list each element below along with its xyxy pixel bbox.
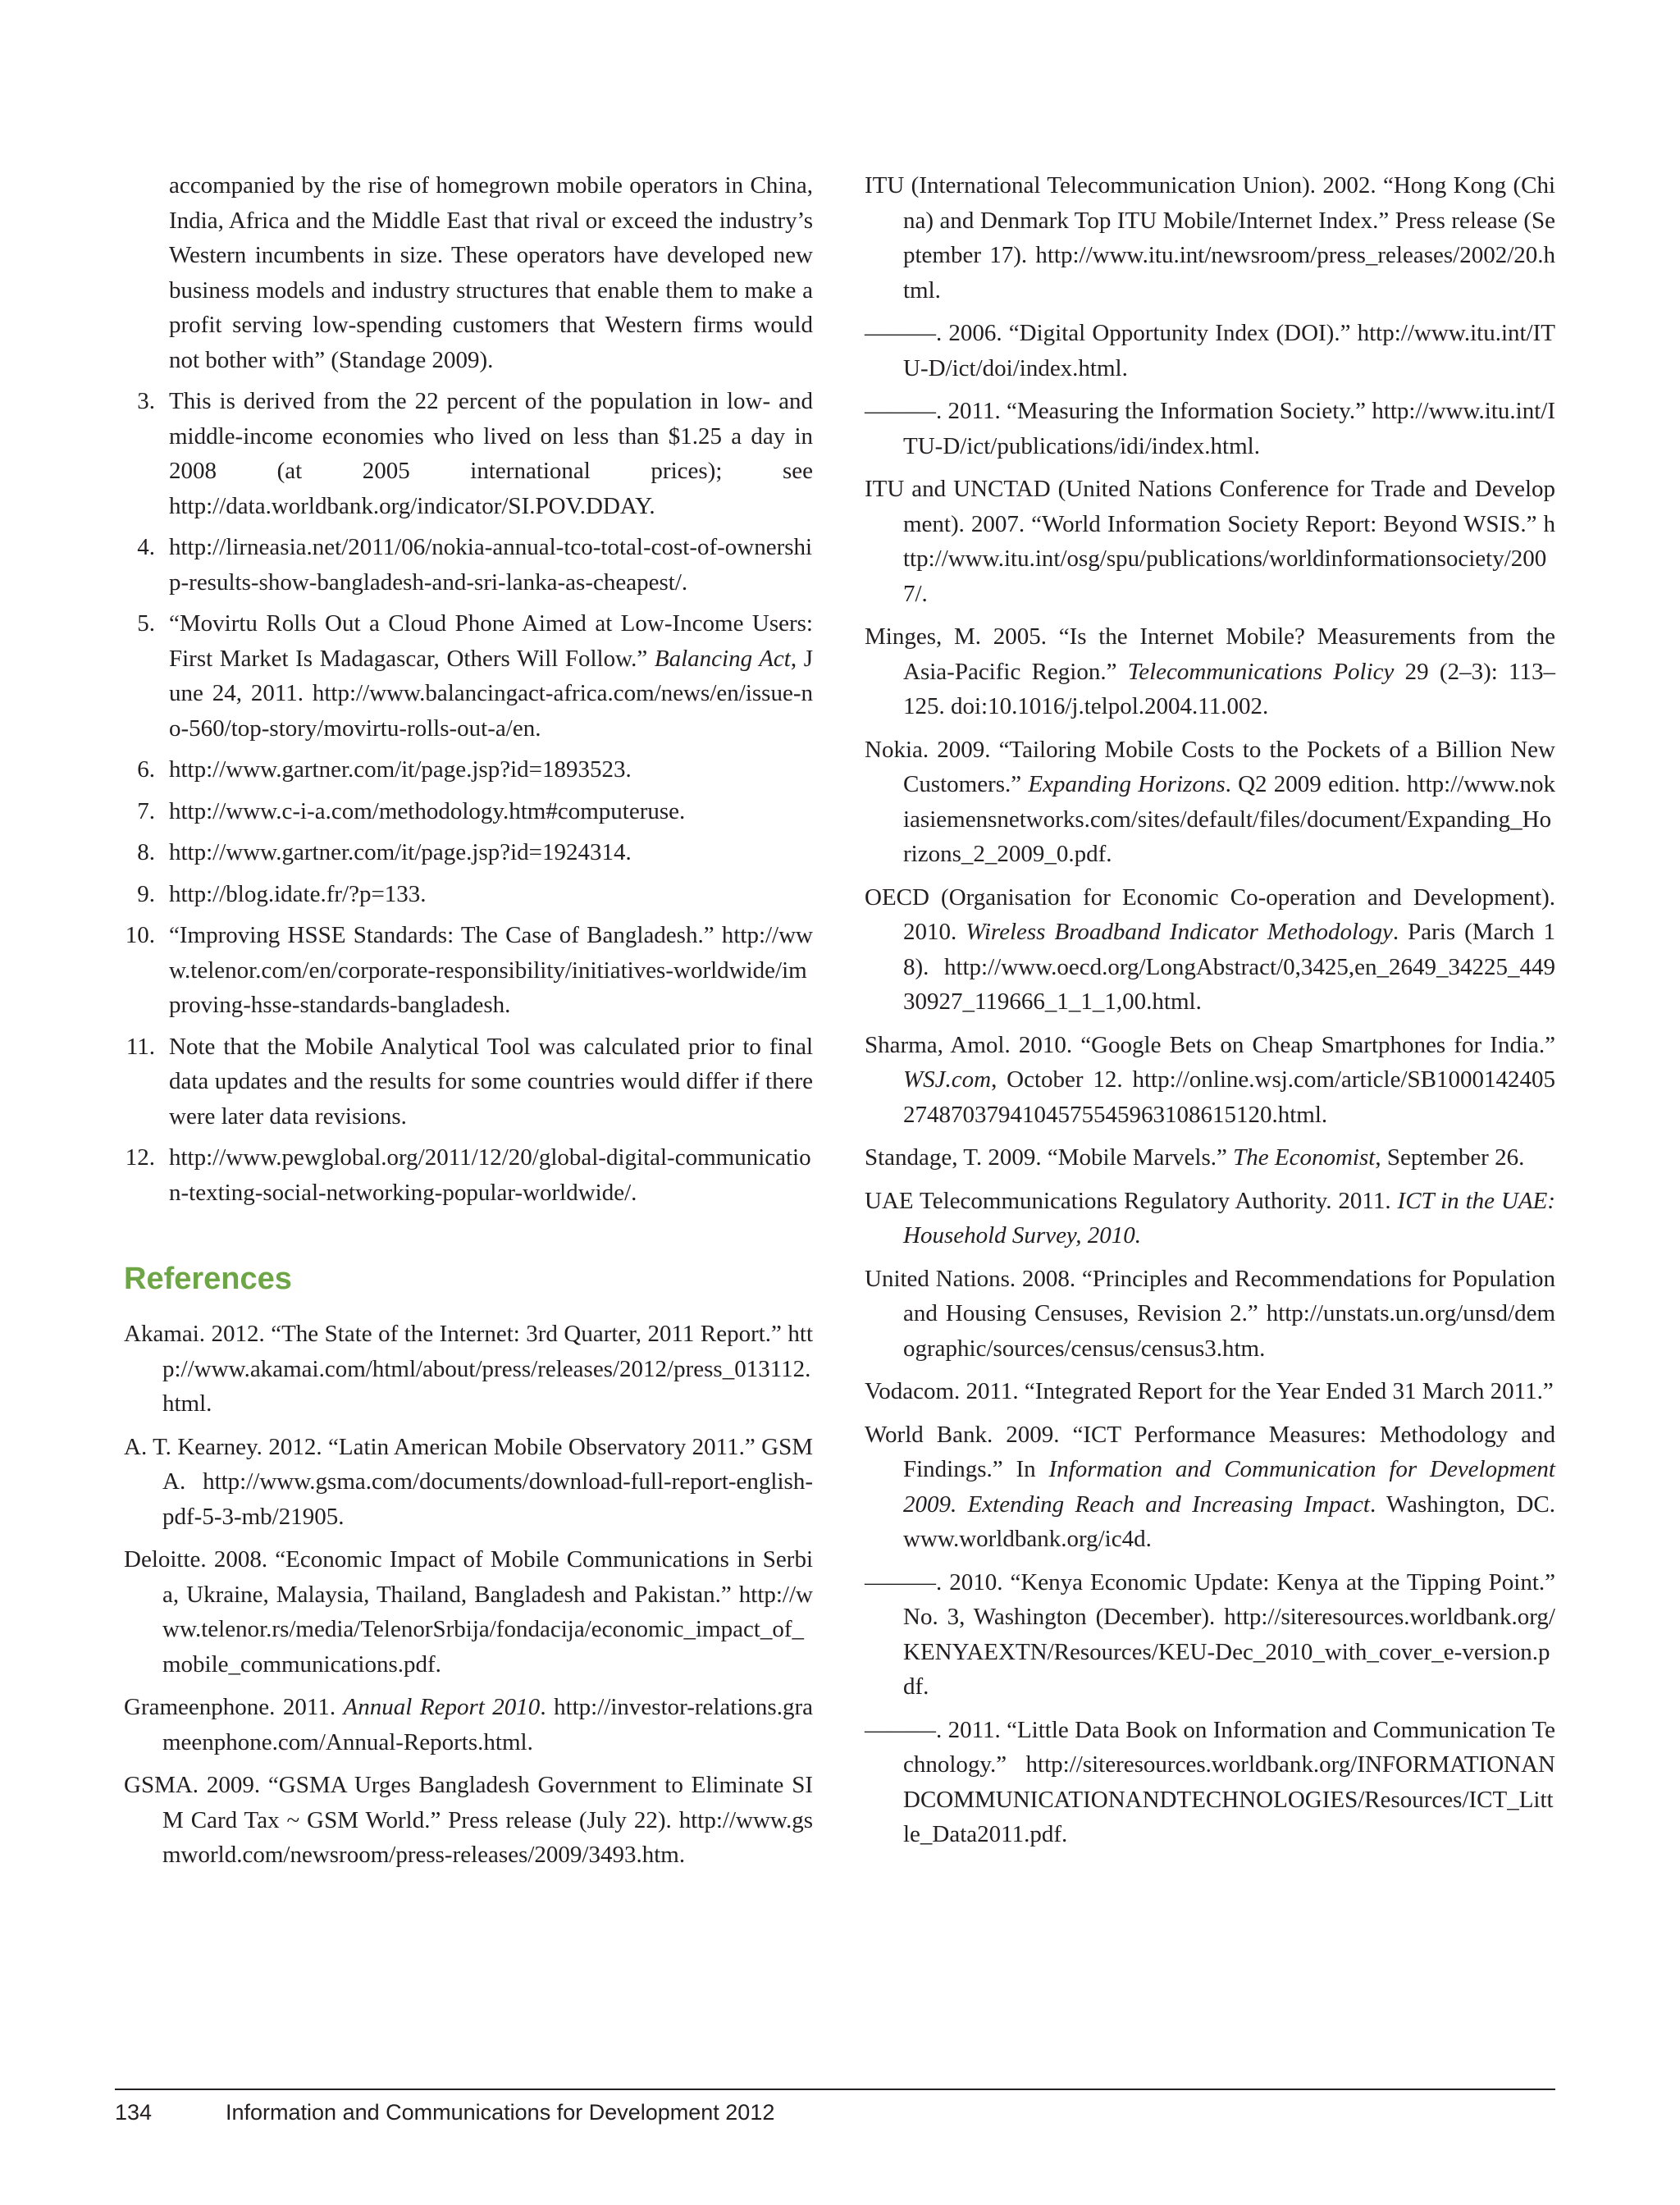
reference-item: [865, 394, 1555, 463]
reference-title-italic: ICT in the UAE: Household Survey, 2010.: [903, 1187, 1555, 1249]
reference-text-post: 29 (2–3): 113–125. doi:10.1016/j.telpol.2004.11.002.: [903, 658, 1555, 719]
reference-title-italic: Information and Communication for Development 2009. Extending Reach and Increasing Impact: [903, 1456, 1555, 1518]
reference-text-post: . Paris (March 18). http://www.oecd.org/LongAbstract/0,3425,en_2649_34225_44930927_119666_1_1_1,00.html.: [903, 919, 1556, 1015]
reference-text: UAE Telecommunications Regulatory Authority. 2011.: [865, 1187, 1398, 1214]
reference-item: [865, 733, 1555, 872]
reference-text-post: , September 26.: [1375, 1144, 1525, 1171]
reference-text-post: . Q2 2009 edition. http://www.nokiasiemensnetworks.com/sites/default/files/document/Expanding_Horizons_2_2009_0.pdf.: [903, 771, 1556, 867]
endnote-number: 6.: [137, 756, 155, 783]
reference-item: [865, 1374, 1555, 1409]
endnote-text: http://blog.idate.fr/?p=133.: [169, 880, 427, 907]
left-column: [124, 168, 813, 1881]
endnote-text-italic: Balancing Act: [654, 645, 791, 672]
page-number: 134: [115, 2100, 153, 2125]
reference-item: [865, 316, 1555, 386]
reference-title-italic: The Economist: [1233, 1144, 1376, 1171]
endnote-text: Note that the Mobile Analytical Tool was calculated prior to final data updates and the results for some countries would differ if there were later data revisions.: [169, 1033, 813, 1130]
reference-text-post: . http://investor-relations.grameenphone.com/Annual-Reports.html.: [162, 1694, 813, 1755]
reference-item: [865, 619, 1555, 724]
references-list-left: [124, 1317, 813, 1873]
reference-text: ———. 2011. “Measuring the Information Society.” http://www.itu.int/ITU-D/ict/publications/idi/index.html.: [865, 398, 1555, 459]
endnote-text: http://lirneasia.net/2011/06/nokia-annual-tco-total-cost-of-ownership-results-show-bangladesh-and-sri-lanka-as-cheapest/.: [169, 534, 813, 596]
endnote-item: [124, 1140, 813, 1210]
right-column: [865, 168, 1555, 1860]
reference-text: ITU and UNCTAD (United Nations Conference for Trade and Development). 2007. “World Information Society Report: Beyond WSIS.” http://www.itu.int/osg/spu/publications/worldinformationsociety/2007/.: [865, 476, 1555, 607]
reference-text: Grameenphone. 2011.: [124, 1694, 344, 1720]
reference-text: Minges, M. 2005. “Is the Internet Mobile? Measurements from the Asia-Pacific Region.”: [865, 623, 1555, 685]
reference-item: [865, 1565, 1555, 1705]
reference-text: ITU (International Telecommunication Union). 2002. “Hong Kong (China) and Denmark Top ITU Mobile/Internet Index.” Press release (September 17). http://www.itu.int/newsroom/press_releases/2002/20.html.: [865, 172, 1555, 304]
endnote-text-post: , June 24, 2011. http://www.balancingact-africa.com/news/en/issue-no-560/top-story/movirtu-rolls-out-a/en.: [169, 645, 813, 742]
reference-item: [124, 1768, 813, 1873]
reference-text: Standage, T. 2009. “Mobile Marvels.”: [865, 1144, 1234, 1171]
endnote-item: [124, 794, 813, 829]
endnote-text-pre: “Movirtu Rolls Out a Cloud Phone Aimed at Low-Income Users: First Market Is Madagascar, Others Will Follow.”: [169, 610, 813, 672]
reference-text: United Nations. 2008. “Principles and Recommendations for Population and Housing Censuses, Revision 2.” http://unstats.un.org/unsd/demographic/sources/census/census3.htm.: [865, 1265, 1555, 1362]
reference-item: [865, 168, 1555, 308]
endnote-text: http://www.gartner.com/it/page.jsp?id=1924314.: [169, 839, 632, 865]
reference-item: [865, 1028, 1555, 1133]
reference-text: A. T. Kearney. 2012. “Latin American Mobile Observatory 2011.” GSMA. http://www.gsma.com/documents/download-full-report-english-pdf-5-3-mb/21905.: [124, 1433, 813, 1530]
reference-text: Vodacom. 2011. “Integrated Report for the Year Ended 31 March 2011.”: [865, 1378, 1554, 1404]
endnote-number: 10.: [125, 922, 155, 948]
endnote-text: This is derived from the 22 percent of the population in low- and middle-income economies who lived on less than $1.25 a day in 2008 (at 2005 international prices); see http://data.worldbank.org/indicator/SI.POV.DDAY.: [169, 388, 813, 519]
reference-text: GSMA. 2009. “GSMA Urges Bangladesh Government to Eliminate SIM Card Tax ~ GSM World.” Press release (July 22). http://www.gsmworld.com/newsroom/press-releases/2009/3493.htm.: [124, 1772, 813, 1868]
reference-text-post: , October 12. http://online.wsj.com/article/SB10001424052748703794104575545963108615120.html.: [903, 1066, 1555, 1128]
reference-item: [865, 1140, 1555, 1176]
reference-item: [124, 1430, 813, 1535]
endnote-text: http://www.c-i-a.com/methodology.htm#computeruse.: [169, 797, 686, 824]
reference-title-italic: Wireless Broadband Indicator Methodology: [966, 919, 1393, 945]
endnote-number: 7.: [137, 797, 155, 824]
reference-title-italic: Annual Report 2010: [343, 1694, 541, 1720]
reference-item: [865, 472, 1555, 611]
references-heading: References: [124, 1262, 292, 1296]
endnote-item: [124, 530, 813, 600]
endnote-item: [124, 877, 813, 912]
endnotes-list: [124, 168, 813, 1210]
endnote-text: accompanied by the rise of homegrown mobile operators in China, India, Africa and the Middle East that rival or exceed the industry’s Western incumbents in size. These operators have developed new business models and industry structures that enable them to make a profit serving low-spending customers that Western firms would not bother with” (Standage 2009).: [169, 172, 813, 373]
reference-item: [865, 880, 1555, 1020]
reference-item: [865, 1418, 1555, 1557]
reference-text: Akamai. 2012. “The State of the Internet: 3rd Quarter, 2011 Report.” http://www.akamai.com/html/about/press/releases/2012/press_013112.html.: [124, 1321, 813, 1417]
endnote-number: 3.: [137, 388, 155, 414]
endnote-text: http://www.gartner.com/it/page.jsp?id=1893523.: [169, 756, 632, 783]
reference-text: ———. 2006. “Digital Opportunity Index (DOI).” http://www.itu.int/ITU-D/ict/doi/index.html.: [865, 320, 1555, 381]
reference-text: ———. 2011. “Little Data Book on Information and Communication Technology.” http://siteresources.worldbank.org/INFORMATIONANDCOMMUNICATIONANDTECHNOLOGIES/Resources/ICT_Little_Data2011.pdf.: [865, 1716, 1555, 1847]
reference-item: [124, 1317, 813, 1422]
endnote-item: [124, 918, 813, 1023]
reference-title-italic: Telecommunications Policy: [1127, 658, 1395, 685]
footer-rule: [115, 2089, 1555, 2090]
reference-item: [865, 1184, 1555, 1253]
endnote-text: http://www.pewglobal.org/2011/12/20/global-digital-communication-texting-social-networking-popular-worldwide/.: [169, 1144, 811, 1206]
endnote-item: [124, 1029, 813, 1134]
reference-text: Sharma, Amol. 2010. “Google Bets on Cheap Smartphones for India.”: [865, 1031, 1555, 1058]
endnote-item: [124, 835, 813, 870]
reference-text-post: . Washington, DC. www.worldbank.org/ic4d.: [903, 1491, 1555, 1552]
endnote-item: [124, 752, 813, 788]
reference-title-italic: Expanding Horizons: [1028, 771, 1226, 797]
endnote-item: [124, 384, 813, 523]
endnote-number: 4.: [137, 534, 155, 560]
endnote-item: [124, 168, 813, 377]
reference-title-italic: WSJ.com: [903, 1066, 992, 1093]
endnote-number: 12.: [125, 1144, 155, 1171]
reference-item: [124, 1542, 813, 1682]
endnote-number: 8.: [137, 839, 155, 865]
endnote-number: 5.: [137, 610, 155, 637]
endnote-number: 9.: [137, 880, 155, 907]
endnote-number: 11.: [126, 1033, 155, 1060]
reference-text: ———. 2010. “Kenya Economic Update: Kenya at the Tipping Point.” No. 3, Washington (December). http://siteresources.worldbank.org/KENYAEXTN/Resources/KEU-Dec_2010_with_cover_e-version.pdf.: [865, 1568, 1555, 1700]
reference-item: [865, 1262, 1555, 1367]
book-title: Information and Communications for Development 2012: [226, 2100, 775, 2125]
reference-item: [865, 1713, 1555, 1852]
reference-text: Deloitte. 2008. “Economic Impact of Mobile Communications in Serbia, Ukraine, Malaysia, Thailand, Bangladesh and Pakistan.” http://www.telenor.rs/media/TelenorSrbija/fondacija/economic_impact_of_mobile_communications.pdf.: [124, 1546, 813, 1678]
reference-text: OECD (Organisation for Economic Co-operation and Development). 2010.: [865, 883, 1555, 945]
endnote-item: [124, 606, 813, 746]
endnote-text: “Improving HSSE Standards: The Case of Bangladesh.” http://www.telenor.com/en/corporate-responsibility/initiatives-worldwide/improving-hsse-standards-bangladesh.: [169, 922, 813, 1018]
page-footer: [115, 2100, 774, 2125]
reference-text: Nokia. 2009. “Tailoring Mobile Costs to the Pockets of a Billion New Customers.”: [865, 736, 1555, 797]
reference-item: [124, 1690, 813, 1760]
reference-text: World Bank. 2009. “ICT Performance Measures: Methodology and Findings.” In: [865, 1421, 1555, 1482]
